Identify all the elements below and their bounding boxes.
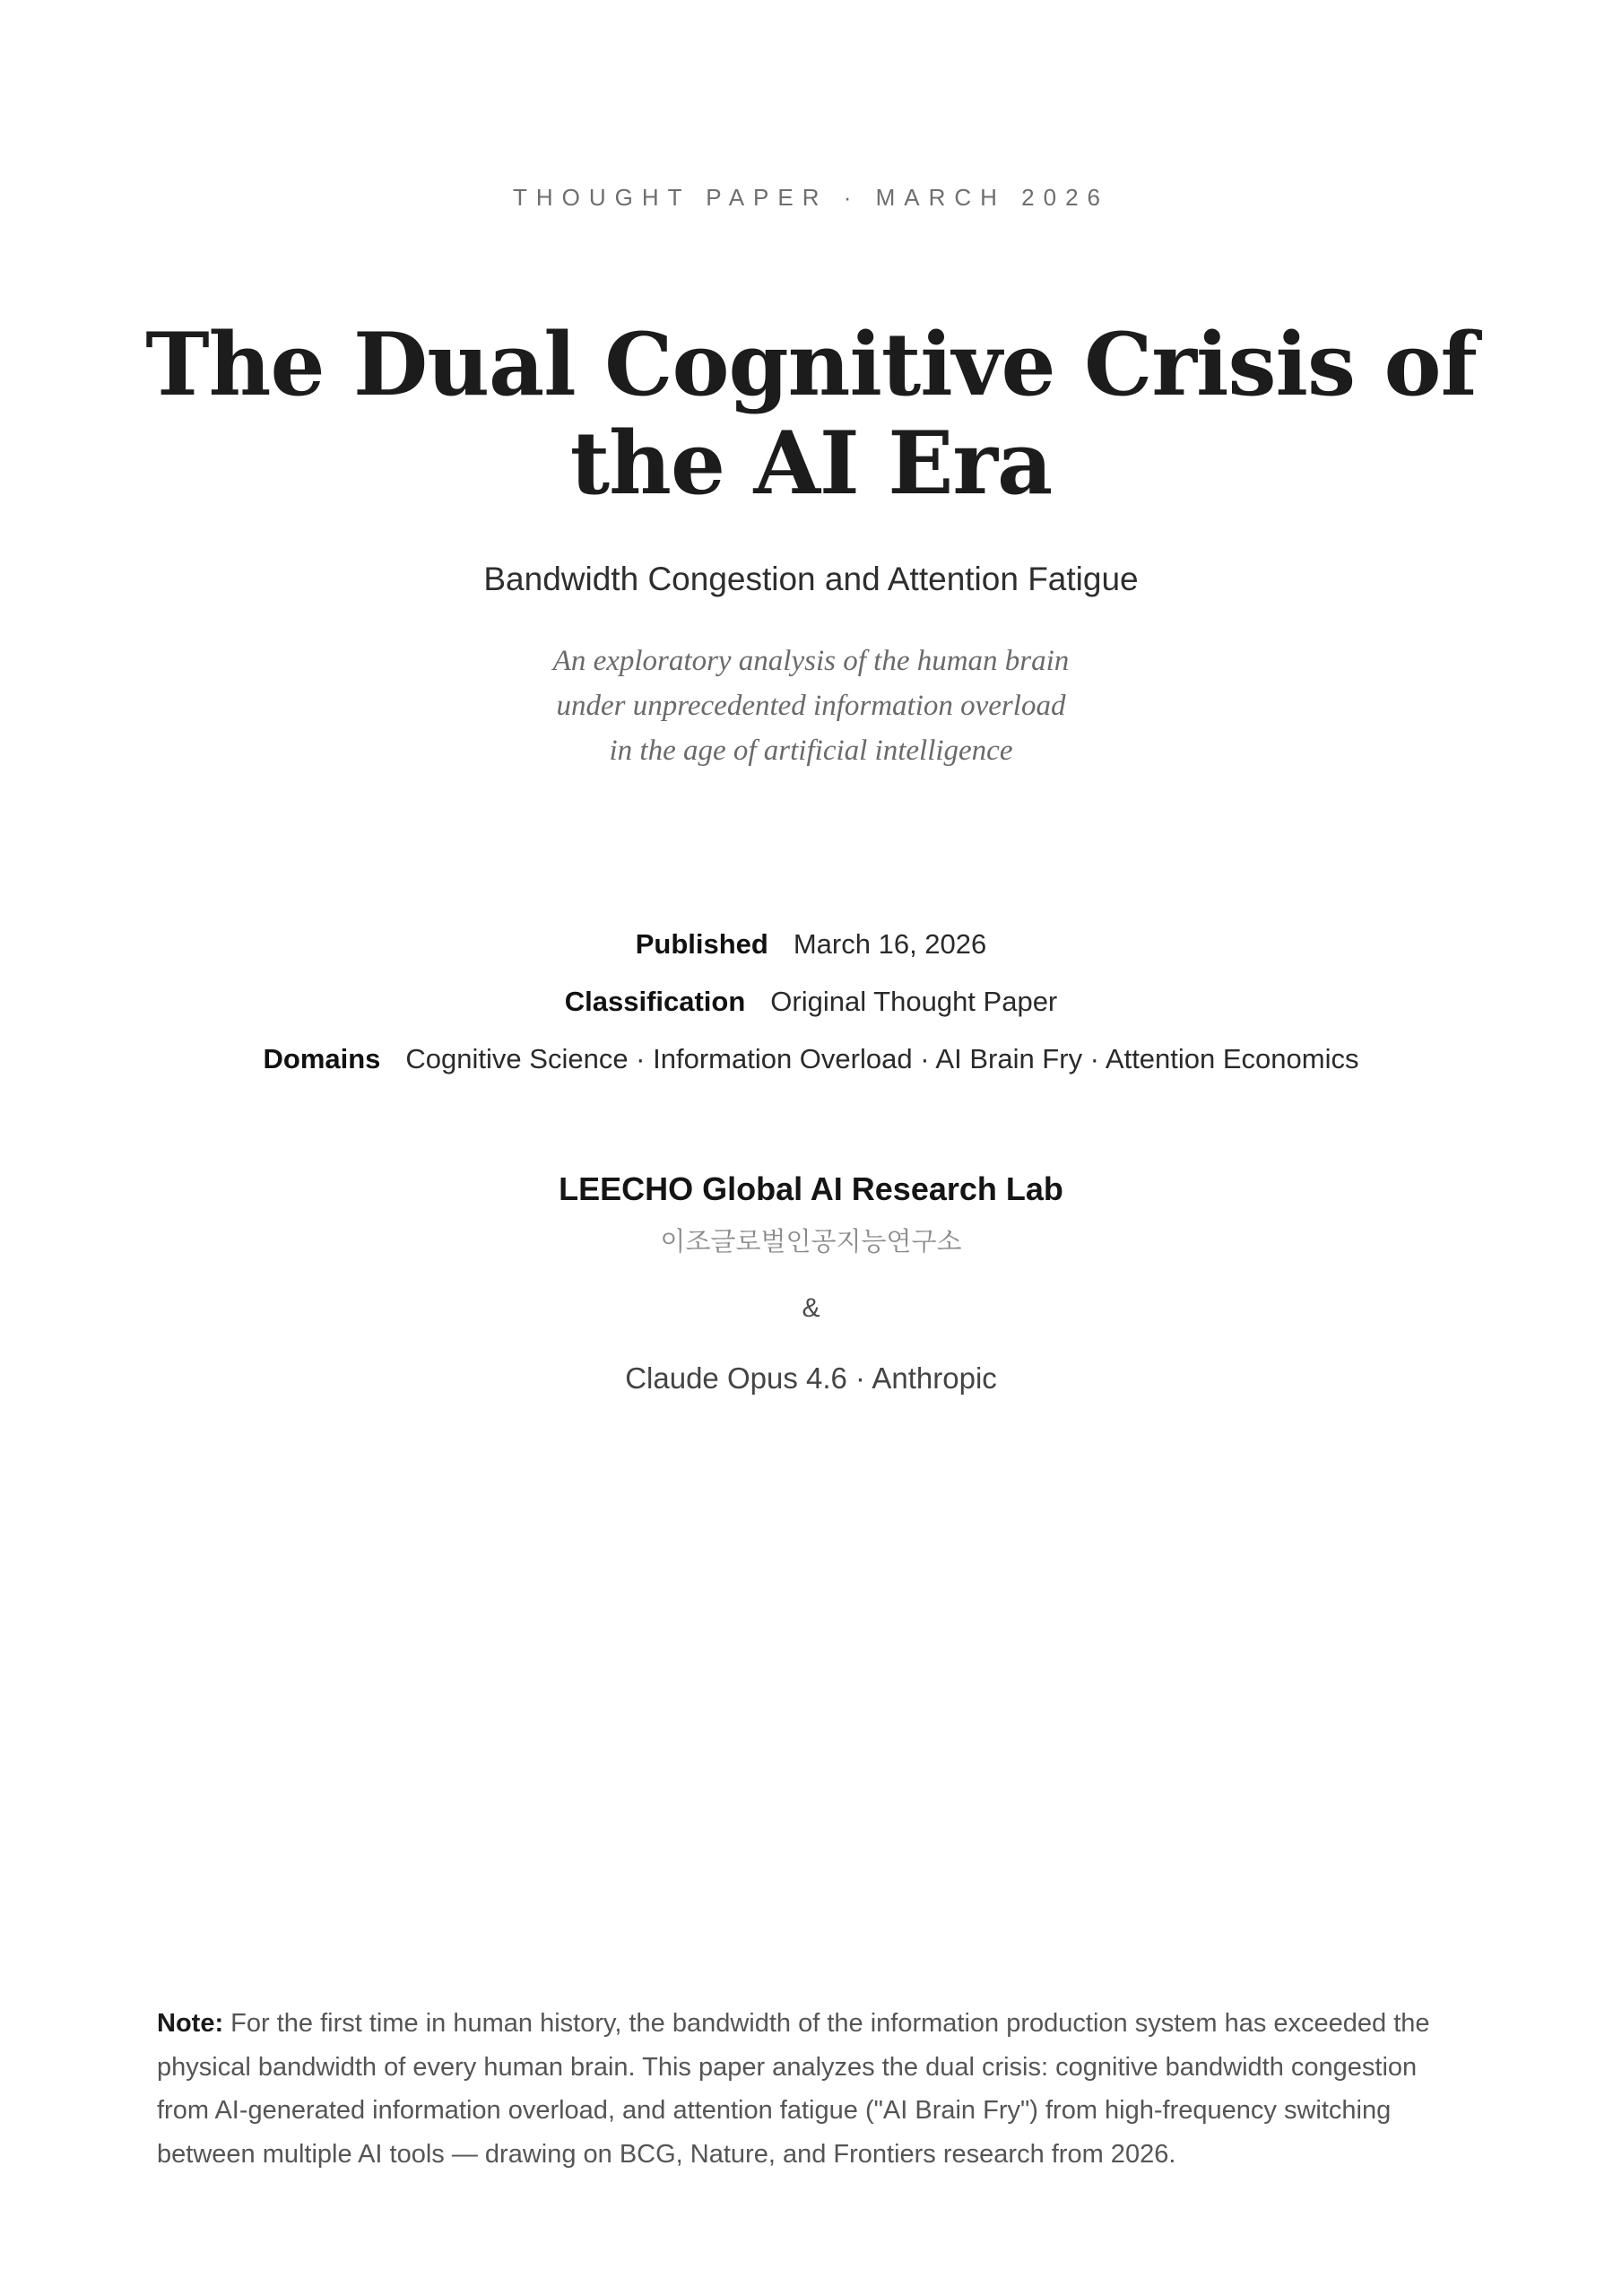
abstract-line-2: under unprecedented information overload	[556, 690, 1066, 722]
meta-classification	[0, 986, 1622, 1018]
published-value: March 16, 2026	[793, 928, 987, 960]
classification-label: Classification	[564, 986, 746, 1017]
domains-label: Domains	[263, 1043, 381, 1074]
meta-domains	[0, 1043, 1622, 1075]
meta-published	[0, 928, 1622, 961]
title-line-1: The Dual Cognitive Crisis of	[145, 314, 1477, 415]
title-line-2: the AI Era	[569, 413, 1053, 514]
abstract-line-1: An exploratory analysis of the human brain	[552, 645, 1070, 677]
lab-name-english: LEECHO Global AI Research Lab	[559, 1170, 1063, 1207]
note-text: For the first time in human history, the bandwidth of the information production system has exceeded the physical bandwidth of every human brain. This paper analyzes the dual crisis: cognitive bandwidth congestion from AI-generated information overload, and attention fatigue ("AI Brain Fry") from high-frequency switching between multiple AI tools — drawing on BCG, Nature, and Frontiers research from 2026.	[157, 2009, 1430, 2169]
document-title	[0, 316, 1622, 513]
domains-value: Cognitive Science · Information Overload · AI Brain Fry · Attention Economics	[405, 1043, 1359, 1074]
classification-value: Original Thought Paper	[770, 986, 1058, 1017]
published-label: Published	[635, 928, 768, 960]
document-subtitle: Bandwidth Congestion and Attention Fatigue	[483, 561, 1139, 597]
document-eyebrow: THOUGHT PAPER · MARCH 2026	[512, 184, 1109, 211]
author-ampersand: &	[802, 1293, 820, 1323]
note-paragraph	[157, 2002, 1475, 2176]
abstract-lines	[0, 639, 1622, 773]
lab-name-korean: 이조글로벌인공지능연구소	[660, 1226, 962, 1257]
coauthor: Claude Opus 4.6 · Anthropic	[625, 1361, 997, 1395]
note-label: Note:	[157, 2009, 224, 2038]
abstract-line-3: in the age of artificial intelligence	[609, 735, 1013, 767]
